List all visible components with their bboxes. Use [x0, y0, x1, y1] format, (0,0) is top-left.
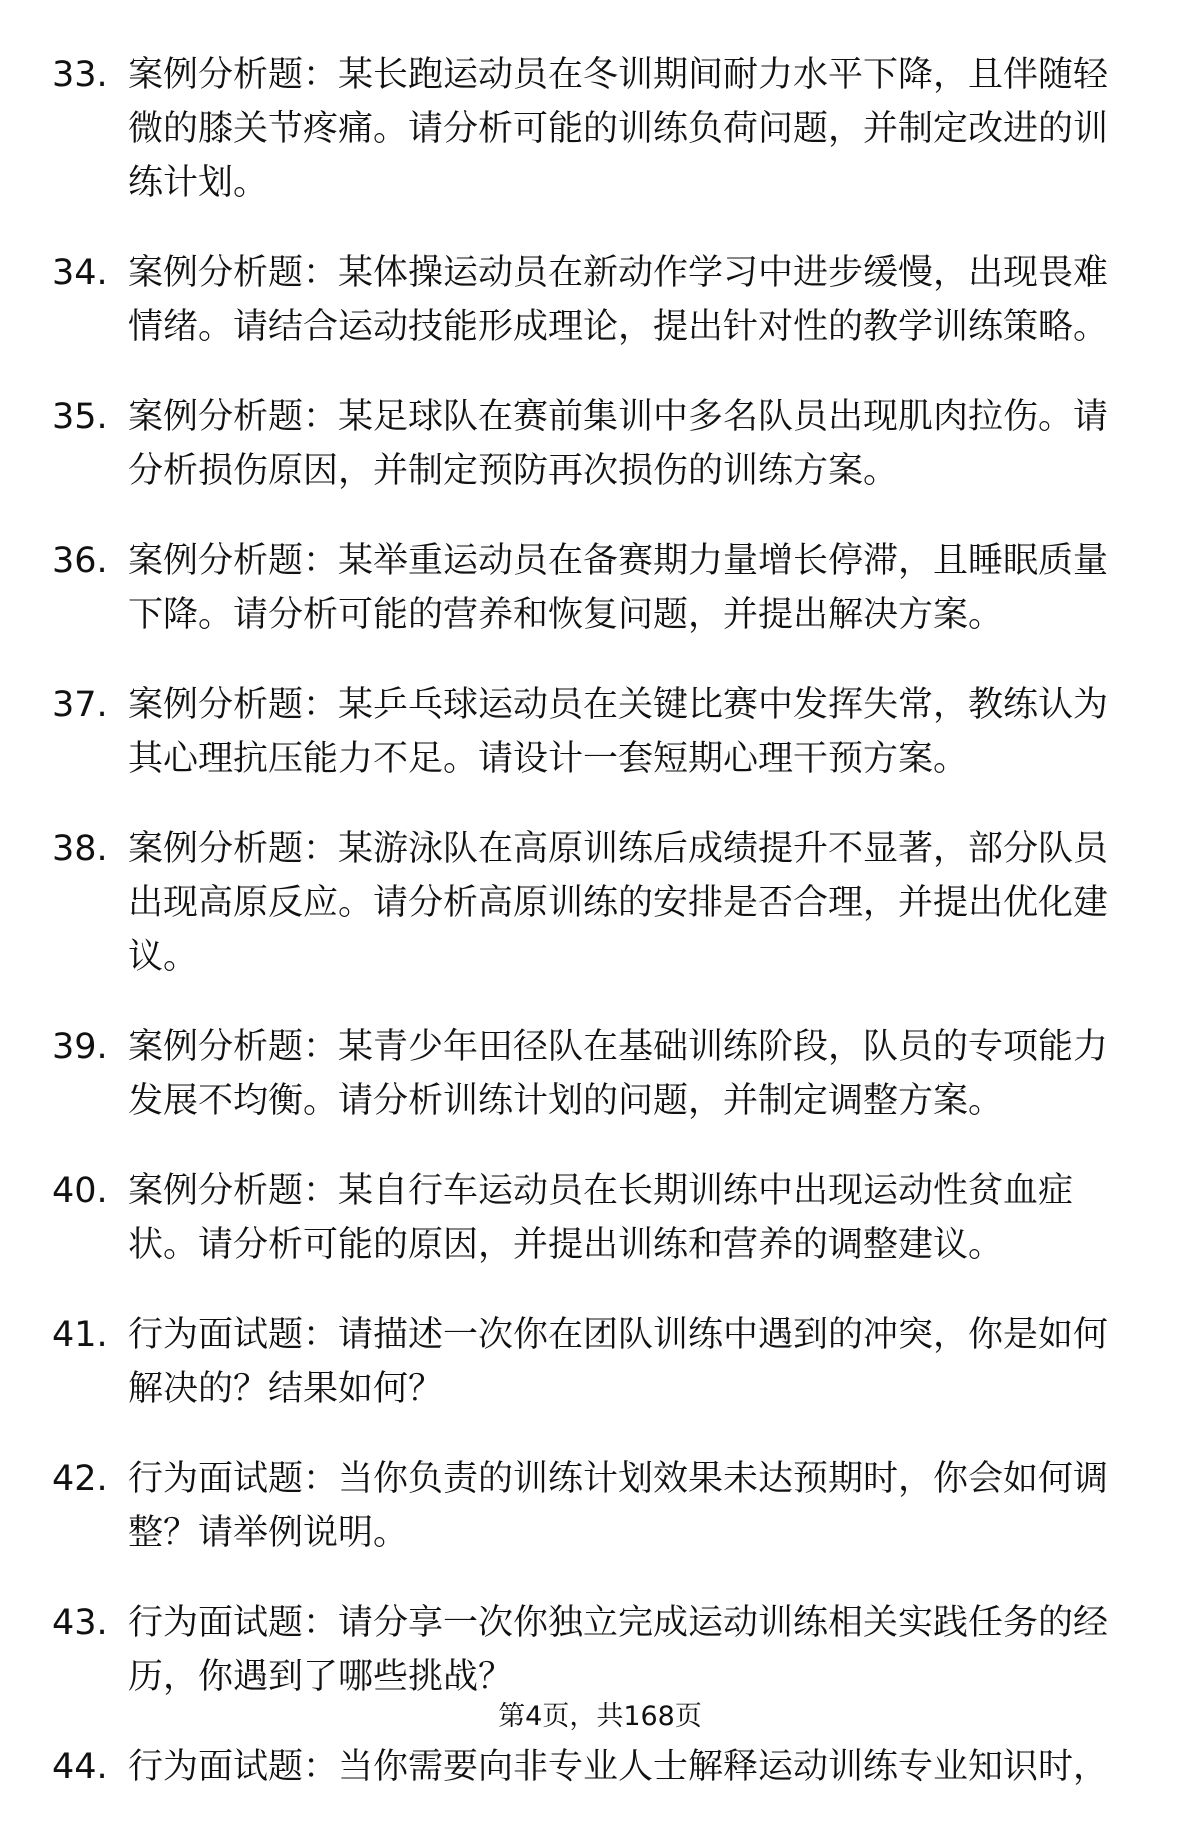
question-number: 37.	[52, 685, 108, 725]
question-number: 41.	[52, 1315, 108, 1355]
question-item	[0, 534, 1200, 642]
question-number: 44.	[52, 1747, 108, 1787]
question-number: 39.	[52, 1027, 108, 1067]
question-item	[0, 1308, 1200, 1416]
question-text: 行为面试题：当你负责的训练计划效果未达预期时，你会如何调整？请举例说明。	[128, 1459, 1109, 1553]
question-text: 行为面试题：请描述一次你在团队训练中遇到的冲突，你是如何解决的？结果如何？	[128, 1315, 1109, 1409]
question-text: 案例分析题：某举重运动员在备赛期力量增长停滞，且睡眠质量下降。请分析可能的营养和恢复问题，并提出解决方案。	[128, 541, 1109, 635]
page-footer	[0, 1700, 1200, 1734]
question-text: 案例分析题：某长跑运动员在冬训期间耐力水平下降，且伴随轻微的膝关节疼痛。请分析可能的训练负荷问题，并制定改进的训练计划。	[128, 55, 1109, 203]
question-number: 33.	[52, 55, 108, 95]
question-item	[0, 822, 1200, 984]
question-item	[0, 1596, 1200, 1704]
question-text: 案例分析题：某足球队在赛前集训中多名队员出现肌肉拉伤。请分析损伤原因，并制定预防再次损伤的训练方案。	[128, 397, 1109, 491]
question-text: 行为面试题：请分享一次你独立完成运动训练相关实践任务的经历，你遇到了哪些挑战？	[128, 1603, 1109, 1697]
question-item	[0, 1452, 1200, 1560]
page-number-label: 第4页，共168页	[498, 1701, 702, 1732]
question-number: 38.	[52, 829, 108, 869]
question-number: 40.	[52, 1171, 108, 1211]
question-item	[0, 678, 1200, 786]
question-text: 案例分析题：某自行车运动员在长期训练中出现运动性贫血症状。请分析可能的原因，并提出训练和营养的调整建议。	[128, 1171, 1074, 1265]
question-item	[0, 390, 1200, 498]
question-number: 43.	[52, 1603, 108, 1643]
question-text: 案例分析题：某青少年田径队在基础训练阶段，队员的专项能力发展不均衡。请分析训练计划的问题，并制定调整方案。	[128, 1027, 1109, 1121]
question-item	[0, 48, 1200, 210]
question-text: 行为面试题：当你需要向非专业人士解释运动训练专业知识时，	[128, 1747, 1109, 1787]
question-text: 案例分析题：某体操运动员在新动作学习中进步缓慢，出现畏难情绪。请结合运动技能形成理论，提出针对性的教学训练策略。	[128, 253, 1109, 347]
question-item	[0, 1740, 1200, 1794]
question-item	[0, 1164, 1200, 1272]
question-number: 36.	[52, 541, 108, 581]
question-item	[0, 246, 1200, 354]
question-text: 案例分析题：某乒乓球运动员在关键比赛中发挥失常，教练认为其心理抗压能力不足。请设计一套短期心理干预方案。	[128, 685, 1109, 779]
question-number: 35.	[52, 397, 108, 437]
question-number: 42.	[52, 1459, 108, 1499]
question-item	[0, 1020, 1200, 1128]
question-number: 34.	[52, 253, 108, 293]
question-list	[0, 48, 1200, 1830]
question-text: 案例分析题：某游泳队在高原训练后成绩提升不显著，部分队员出现高原反应。请分析高原训练的安排是否合理，并提出优化建议。	[128, 829, 1109, 977]
